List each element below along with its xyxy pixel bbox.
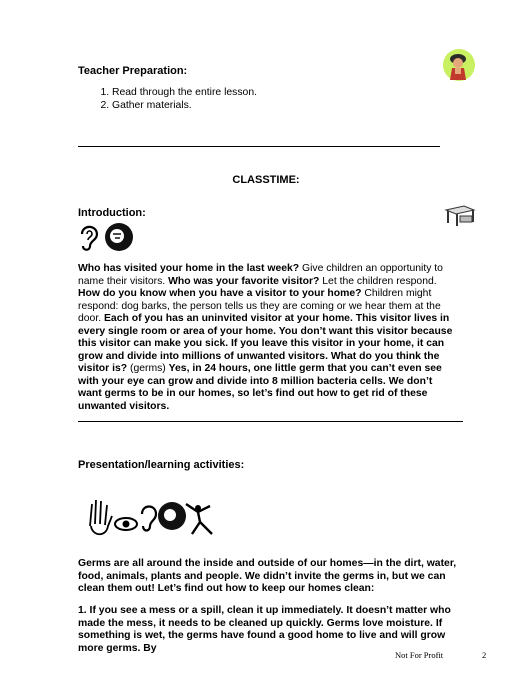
stretching-person-icon: [186, 504, 212, 534]
intro-text-run: Yes, in 24 hours, one little germ that you can’t even see with your eye can grow and divide into 8 million bacteria cells. We don’t want germs to be in our homes, so let’s find out how to get rid of these unwanted visitors.: [78, 363, 442, 412]
listen-icons: [78, 222, 138, 254]
presentation-intro: Germs are all around the inside and outside of our homes—in the dirt, water, food, animals, plants and people. We didn’t invite the germs in, but we can clean them out! Let’s find out how to keep our homes clean:: [78, 558, 457, 594]
intro-text-run: Children might respond: dog barks, the person tells us they are coming or we hear them at the door.: [78, 288, 441, 324]
introduction-paragraph: [78, 263, 453, 413]
ear-icon: [142, 507, 156, 531]
teacher-prep-list: [94, 87, 394, 112]
eye-icon: [115, 518, 137, 530]
divider: [78, 146, 440, 147]
introduction-heading: Introduction:: [78, 207, 146, 219]
divider: [78, 421, 463, 422]
activity-icons: [86, 496, 226, 538]
page-number: 2: [482, 650, 487, 660]
teacher-prep-heading: Teacher Preparation:: [78, 65, 188, 77]
intro-text-run: Let the children respond.: [319, 275, 437, 287]
intro-text-run: Give children an opportunity to name their visitors.: [78, 263, 443, 287]
head-icon: [158, 502, 186, 530]
classtime-heading: CLASSTIME:: [232, 174, 300, 186]
presentation-heading: Presentation/learning activities:: [78, 459, 245, 471]
intro-text-run: Who was your favorite visitor?: [168, 275, 320, 287]
prep-step: 2. Gather materials.: [112, 100, 394, 113]
teacher-icon: [442, 48, 476, 82]
intro-text-run: How do you know when you have a visitor to your home?: [78, 288, 362, 299]
intro-text-run: Who has visited your home in the last week?: [78, 263, 300, 274]
intro-text-run: (germs): [127, 363, 169, 374]
intro-text-run: Each of you has an uninvited visitor at your home. This visitor lives in every single room or area of your home. You don’t want this visitor because this visitor can make you sick. If you leave this visitor in your home, it can grow and divide into millions of unwanted visitors. What do you think the visitor is?: [78, 313, 453, 374]
presentation-step-1: 1. If you see a mess or a spill, clean it up immediately. It doesn’t matter who made the mess, it needs to be cleaned up quickly. Germs love moisture. If something is wet, the germs have found a good home to live and will grow more germs. By: [78, 605, 451, 654]
prep-step: 1. Read through the entire lesson.: [112, 87, 394, 100]
hand-icon: [90, 500, 112, 534]
head-icon: [102, 222, 136, 254]
footer-label: Not For Profit: [395, 650, 444, 660]
desk-icon: [444, 202, 476, 228]
